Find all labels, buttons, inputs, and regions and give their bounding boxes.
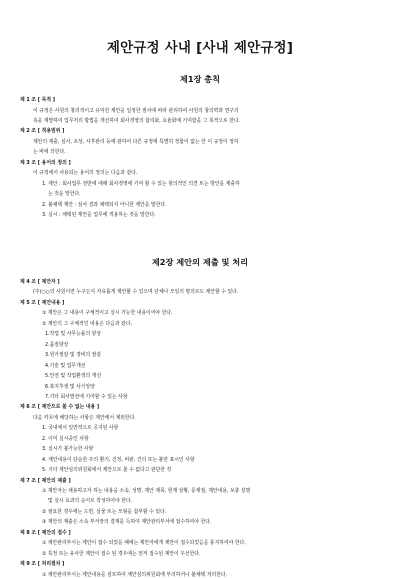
text-line: 이 규정에서 사용되는 용어의 정의는 다음과 같다. bbox=[33, 170, 138, 177]
text-line: 는 것을 말한다. bbox=[48, 191, 81, 198]
text-line: 5. 기타 제안심의위원회에서 제안으로 볼 수 없다고 판단한 것 bbox=[42, 467, 172, 474]
text-line: 3. 실시가 불가능한 사항 bbox=[42, 446, 94, 453]
text-line: 다음 각호에 해당하는 사항은 제안에서 제외한다. bbox=[33, 414, 136, 421]
text-line: (주)○○의 사원이면 누구든지 자유롭게 제안할 수 있으며 단체나 모임의 명의로도 제안할 수 있다. bbox=[33, 289, 239, 296]
article-heading: 제 8 조 [ 제안의 접수 ] bbox=[20, 529, 71, 536]
text-line: 4. 제안내용이 단순한 주의 환기, 진정, 비판, 건의 또는 불만 표시인 사항 bbox=[42, 456, 195, 463]
chapter-2-title: 제2장 제안의 제출 및 처리 bbox=[151, 257, 249, 267]
text-line: 제안의 제출, 심사, 포상, 사후관리 등에 관하여 다른 규정에 특별히 정함이 없는 한 이 규정이 정하 bbox=[33, 138, 239, 145]
text-line: 4.기술 및 업무개선 bbox=[45, 362, 86, 369]
article-heading: 제 5 조 [ 제안내용 ] bbox=[20, 299, 65, 306]
article-heading: 제 1 조 [ 목적 ] bbox=[20, 97, 55, 103]
document-title: 제안규정 사내 [사내 제안규정] bbox=[106, 40, 294, 56]
article-heading: 제 3 조 [ 용어의 정의 ] bbox=[20, 159, 71, 166]
text-line: 1. 국내에서 일반적으로 공지된 사항 bbox=[42, 425, 119, 432]
text-line: 6.복지후생 및 사기앙양 bbox=[45, 383, 95, 390]
text-line: 이 규정은 사원의 창의적이고 유익한 제안을 일정한 절차에 따라 관리하여 사원의 창의력과 연구의 bbox=[33, 107, 239, 114]
text-line: 5.안전 및 작업환경의 개선 bbox=[45, 373, 102, 380]
text-line: 3.원가절감 및 경비의 절감 bbox=[45, 352, 102, 359]
text-line: 2. 불채택 제안 : 심사 결과 채택되지 아니한 제안을 말한다. bbox=[42, 201, 167, 208]
text-line: 3. 실시 : 채택된 제안을 업무에 적용하는 것을 말한다. bbox=[42, 211, 156, 218]
text-line: ① 제안관리부서는 제안이 접수 되었을 때에는 제안자에게 제안이 접수되었음을 통지하여야 한다. bbox=[42, 540, 246, 547]
text-line: ③ 제안의 제출은 소속 부서장의 결재를 득하여 제안관리부서에 접수하여야 한다. bbox=[42, 519, 212, 526]
text-line: 2.품질향상 bbox=[45, 341, 69, 348]
text-line: ② 특정 또는 유사한 제안이 접수 된 경우에는 먼저 접수된 제안이 우선한다. bbox=[42, 550, 201, 557]
text-line: 및 실시 효과의 순서로 작성하여야 한다. bbox=[48, 498, 133, 505]
text-line: ① 제안관리부서는 제안내용을 검토하여 제안심의위원회에 부의하거나 불채택 처리한다. bbox=[42, 571, 228, 578]
article-heading: 제 7 조 [ 제안의 제출 ] bbox=[20, 477, 71, 484]
text-line: 욕을 계발하여 업무처리 방법을 개선하여 회사경영의 합리화, 효율화에 기여함을 그 목적으로 한다. bbox=[33, 117, 241, 124]
text-line: 1.작업 및 사무능률의 향상 bbox=[45, 331, 102, 338]
text-line: ② 필요한 경우에는 도면, 실물 또는 모형을 첨부할 수 있다. bbox=[42, 508, 167, 515]
article-heading: 제 4 조 [ 제안자 ] bbox=[20, 279, 60, 285]
text-line: ② 제안의 그 구체적인 내용은 다음과 같다. bbox=[42, 320, 132, 327]
text-line: 는 바에 의한다. bbox=[33, 149, 66, 156]
text-line: 1. 제안 : 회사업무 전반에 대해 회사경영에 기여 할 수 있는 창의적인 의견 또는 방안을 제출하 bbox=[42, 180, 240, 187]
article-heading: 제 6 조 [ 제안으로 볼 수 없는 내용 ] bbox=[20, 404, 100, 411]
text-line: 7.기타 회사발전에 기여할 수 있는 사항 bbox=[45, 393, 128, 400]
article-heading: 제 9 조 [ 처리절차 ] bbox=[20, 561, 65, 568]
chapter-1-title: 제1장 총칙 bbox=[179, 74, 221, 84]
article-heading: 제 2 조 [ 적용범위 ] bbox=[20, 128, 65, 135]
text-line: ① 제안은 그 내용이 구체적이고 실시 가능한 내용이어야 한다. bbox=[42, 310, 173, 317]
text-line: ① 제안자는 채용하고자 하는 내용을 소속, 성명, 제안 제목, 현재 상황, 문제점, 제안내용, 보충 설명 bbox=[42, 488, 251, 494]
text-line: 2. 이미 실시중인 사항 bbox=[42, 435, 89, 442]
